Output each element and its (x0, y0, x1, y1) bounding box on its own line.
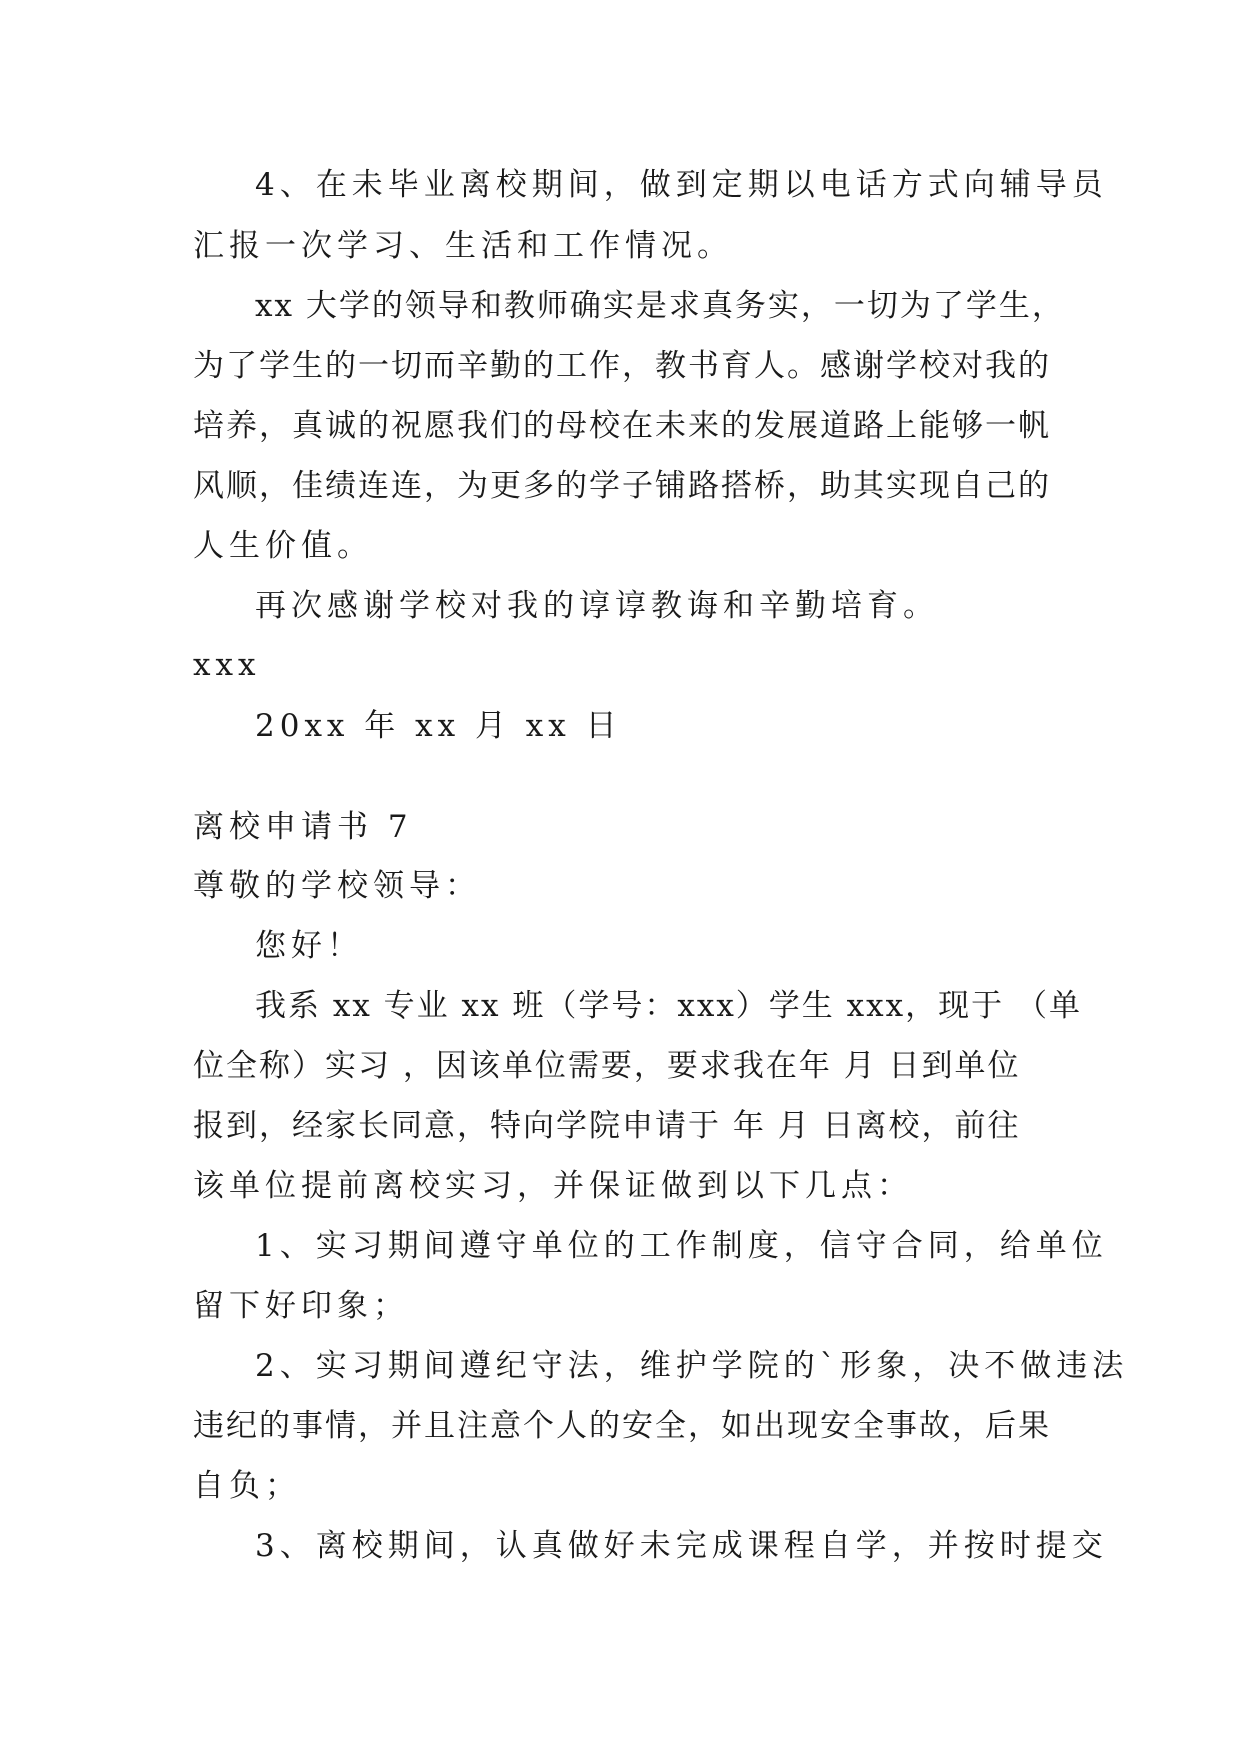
paragraph-line: 汇报一次学习、生活和工作情况。 (193, 228, 733, 264)
paragraph-line: 该单位提前离校实习，并保证做到以下几点： (193, 1168, 913, 1204)
paragraph-line: 位全称）实习 ，因该单位需要，要求我在年 月 日到单位 (193, 1048, 1021, 1084)
paragraph-line: 人生价值。 (193, 528, 373, 564)
paragraph-line: 报到，经家长同意，特向学院申请于 年 月 日离校，前往 (193, 1108, 1021, 1144)
paragraph-line: 再次感谢学校对我的谆谆教诲和辛勤培育。 (255, 588, 939, 624)
signature-date: 20xx 年 xx 月 xx 日 (255, 708, 622, 744)
paragraph-line: 培养，真诚的祝愿我们的母校在未来的发展道路上能够一帆 (193, 408, 1051, 444)
paragraph-line: 为了学生的一切而辛勤的工作，教书育人。感谢学校对我的 (193, 348, 1051, 384)
salutation: 尊敬的学校领导： (193, 868, 481, 904)
paragraph-line: 我系 xx 专业 xx 班（学号：xxx）学生 xxx，现于 （单 (255, 988, 1082, 1024)
list-item: 3、离校期间，认真做好未完成课程自学，并按时提交 (255, 1528, 1108, 1564)
list-item: 2、实习期间遵纪守法，维护学院的`形象，决不做违法 (255, 1348, 1129, 1384)
paragraph-line: 风顺，佳绩连连，为更多的学子铺路搭桥，助其实现自己的 (193, 468, 1051, 504)
greeting: 您好！ (255, 928, 363, 964)
list-item-continuation: 违纪的事情，并且注意个人的安全，如出现安全事故，后果 (193, 1408, 1051, 1444)
signature-name: xxx (193, 647, 261, 683)
list-item-continuation: 自负； (193, 1468, 301, 1504)
list-item: 1、实习期间遵守单位的工作制度，信守合同，给单位 (255, 1228, 1108, 1264)
paragraph-line: 4、在未毕业离校期间，做到定期以电话方式向辅导员 (255, 167, 1108, 203)
paragraph-line: xx 大学的领导和教师确实是求真务实，一切为了学生， (255, 288, 1065, 324)
list-item-continuation: 留下好印象； (193, 1288, 409, 1324)
section-title: 离校申请书 7 (193, 809, 413, 845)
